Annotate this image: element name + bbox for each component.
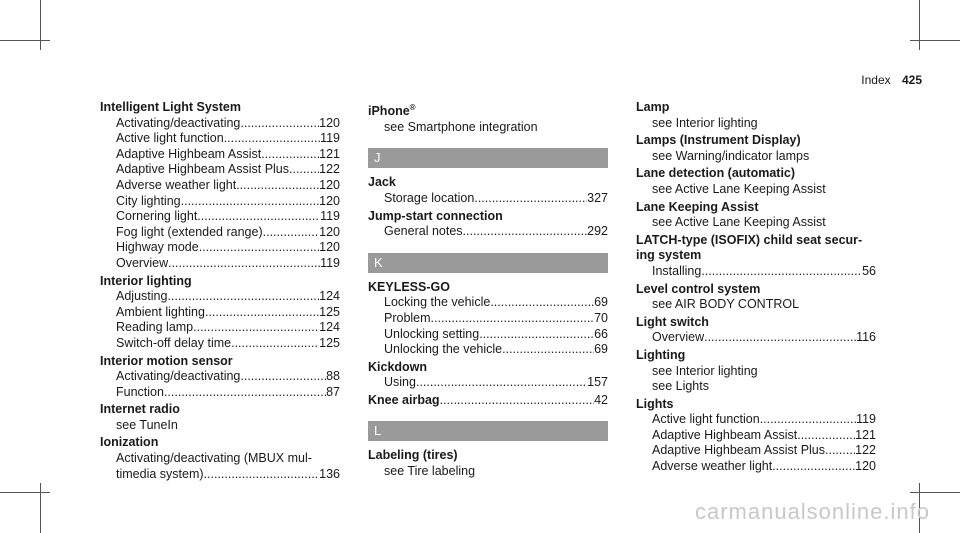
index-subentry[interactable]: Adverse weather light ..... 120 (100, 178, 340, 194)
see-reference[interactable]: see Warning/indicator lamps (652, 148, 810, 163)
index-column-3 (636, 100, 876, 477)
crop-mark (910, 40, 960, 41)
see-reference[interactable]: see Active Lane Keeping Assist (652, 215, 826, 230)
index-subentry[interactable]: Active light function ..... 119 (636, 412, 876, 428)
index-subentry[interactable]: Active light function ..... 119 (100, 131, 340, 147)
index-term: iPhone® (368, 103, 416, 119)
index-term: Ionization (100, 435, 159, 450)
index-term: Intelligent Light System (100, 100, 241, 114)
crop-mark (0, 40, 50, 41)
index-subentry[interactable]: Installing ..... 56 (636, 264, 876, 280)
index-entry (636, 166, 876, 197)
index-term: KEYLESS-GO (368, 279, 450, 294)
index-subentry[interactable]: Overview ..... 116 (636, 330, 876, 346)
index-column-1 (100, 100, 340, 484)
index-subentry[interactable]: Switch-off delay time ..... 125 (100, 336, 340, 352)
index-subentry[interactable]: Adaptive Highbeam Assist Plus ..... 122 (100, 162, 340, 178)
page-header (861, 73, 922, 87)
index-term: LATCH-type (ISOFIX) child seat secur- (636, 232, 863, 247)
index-term: Light switch (636, 314, 709, 329)
index-term: Lights (636, 396, 674, 411)
crop-mark (40, 483, 41, 533)
index-subentry[interactable]: Storage location ..... 327 (368, 191, 608, 207)
crop-mark (910, 492, 960, 493)
index-term: Labeling (tires) (368, 448, 458, 463)
index-entry-knee-airbag[interactable]: Knee airbag ..... 42 (368, 393, 608, 409)
index-subentry[interactable]: Ambient lighting ..... 125 (100, 305, 340, 321)
crop-mark (0, 492, 50, 493)
index-term: Interior lighting (100, 273, 192, 288)
watermark: carmanualsonline.info (694, 499, 930, 524)
index-subentry[interactable]: General notes ..... 292 (368, 224, 608, 240)
index-subentry[interactable]: Fog light (extended range) ..... 120 (100, 225, 340, 241)
index-entry (368, 448, 608, 479)
index-subentry[interactable]: Unlocking setting ..... 66 (368, 327, 608, 343)
letter-heading-j: J (368, 148, 608, 168)
index-entry (368, 360, 608, 391)
index-entry (636, 397, 876, 475)
see-reference[interactable]: see AIR BODY CONTROL (652, 297, 800, 312)
index-subentry[interactable]: Highway mode ..... 120 (100, 240, 340, 256)
index-subentry[interactable]: Unlocking the vehicle ..... 69 (368, 342, 608, 358)
index-term: Kickdown (368, 359, 428, 374)
index-entry (636, 200, 876, 231)
index-entry (636, 133, 876, 164)
letter-heading-k: K (368, 253, 608, 273)
index-term: Lamps (Instrument Display) (636, 133, 801, 148)
index-term: Lamp (636, 100, 670, 114)
index-subentry[interactable]: timedia system) ..... 136 (100, 467, 340, 483)
index-term: Jump-start connection (368, 208, 503, 223)
see-reference[interactable]: see TuneIn (116, 417, 178, 432)
index-entry (636, 100, 876, 131)
index-entry (636, 348, 876, 395)
index-entry (636, 233, 876, 280)
index-term: Lane detection (automatic) (636, 166, 796, 181)
index-entry (368, 175, 608, 206)
index-entry (368, 280, 608, 358)
index-term: Lane Keeping Assist (636, 199, 759, 214)
letter-heading-l: L (368, 421, 608, 441)
index-entry (636, 315, 876, 346)
header-label: Index (861, 73, 891, 87)
index-entry (100, 354, 340, 401)
index-subentry[interactable]: Activating/deactivating ..... 120 (100, 116, 340, 132)
index-subentry[interactable]: Adjusting ..... 124 (100, 289, 340, 305)
see-reference[interactable]: see Lights (652, 379, 709, 394)
index-subentry[interactable]: Adaptive Highbeam Assist ..... 121 (100, 147, 340, 163)
index-subentry[interactable]: Function ..... 87 (100, 385, 340, 401)
page-number: 425 (901, 73, 922, 87)
index-term: Interior motion sensor (100, 353, 233, 368)
see-reference[interactable]: see Tire labeling (384, 464, 476, 479)
index-entry (100, 100, 340, 272)
crop-mark (919, 0, 920, 50)
index-entry (636, 282, 876, 313)
see-reference[interactable]: see Interior lighting (652, 115, 758, 130)
index-subentry[interactable]: Using ..... 157 (368, 375, 608, 391)
index-term: Lighting (636, 347, 686, 362)
index-entry (100, 402, 340, 433)
index-subentry[interactable]: Overview ..... 119 (100, 256, 340, 272)
index-subentry[interactable]: Cornering light ..... 119 (100, 209, 340, 225)
index-entry (100, 435, 340, 482)
index-subentry[interactable]: Adverse weather light ..... 120 (636, 459, 876, 475)
index-subentry[interactable]: Adaptive Highbeam Assist ..... 121 (636, 428, 876, 444)
index-column-2 (368, 100, 608, 482)
index-term: Level control system (636, 281, 761, 296)
index-term: Jack (368, 175, 396, 190)
index-subentry[interactable]: Adaptive Highbeam Assist Plus ..... 122 (636, 443, 876, 459)
index-subentry[interactable]: Problem ..... 70 (368, 311, 608, 327)
index-entry (368, 100, 608, 135)
index-entry (100, 274, 340, 352)
see-reference[interactable]: see Smartphone integration (384, 119, 538, 134)
index-subentry[interactable]: Activating/deactivating ..... 88 (100, 369, 340, 385)
index-subentry[interactable]: City lighting ..... 120 (100, 194, 340, 210)
index-subentry[interactable]: Locking the vehicle ..... 69 (368, 295, 608, 311)
index-subentry[interactable]: Reading lamp ..... 124 (100, 320, 340, 336)
index-term-continued: ing system (636, 248, 702, 263)
crop-mark (40, 0, 41, 50)
see-reference[interactable]: see Active Lane Keeping Assist (652, 181, 826, 196)
index-subentry-line1[interactable]: Activating/deactivating (MBUX mul- (116, 451, 312, 466)
index-entry (368, 209, 608, 240)
index-term: Internet radio (100, 402, 180, 417)
see-reference[interactable]: see Interior lighting (652, 363, 758, 378)
